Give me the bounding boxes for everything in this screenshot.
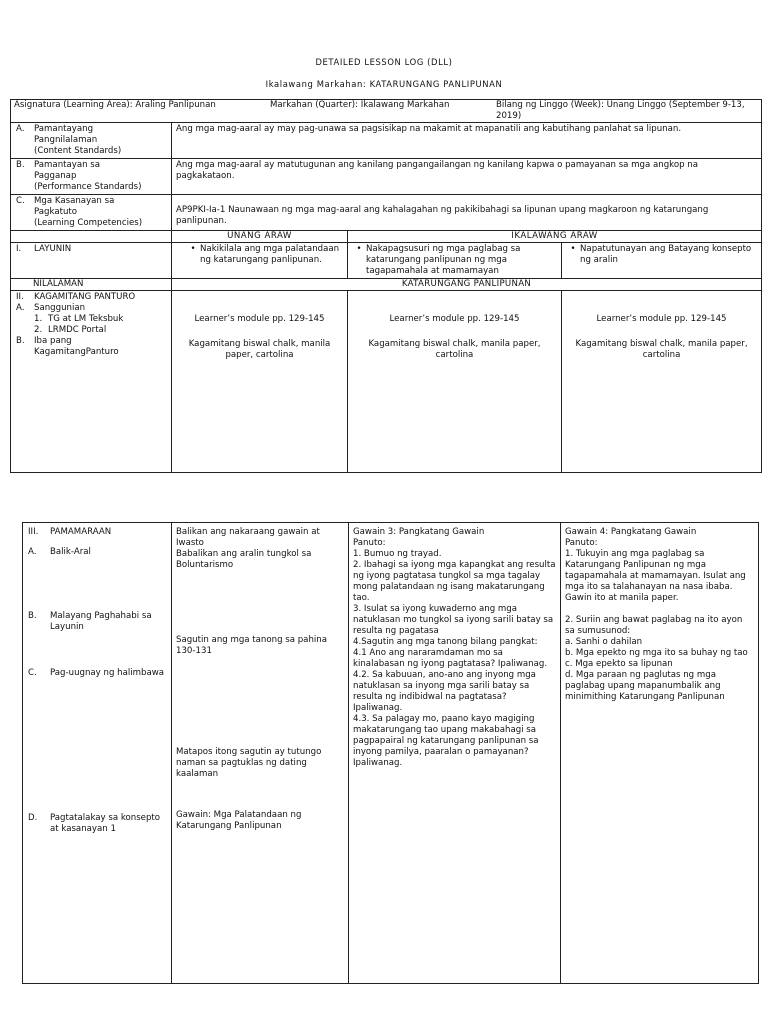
module-ref-day3: Learner’s module pp. 129-145	[596, 314, 727, 324]
kagamitan-row: II. KAGAMITANG PANTURO A. Sanggunian 1. TG at LM Teksbuk 2. LRMDC Portal B. Iba pang KagamitangPanturo Learner’s module pp. 129-145 Kagamitang biswal chalk, manila paper, cartolina Learner’s module pp. 129-145 Kagamitang biswal chalk, manila paper, cartolina Learner’s module pp. 129-145 Kagamitang biswal chalk, manila paper, cartolina	[11, 291, 762, 473]
standard-row-b	[11, 159, 762, 195]
visual-materials-day3: Kagamitang biswal chalk, manila paper, cartolina	[575, 339, 748, 360]
layunin-num: I.	[16, 244, 22, 254]
col1-matapos: Matapos itong sagutin ay tutungo naman sa pagtuklas ng dating kaalaman	[176, 747, 322, 779]
pamamaraan-label: PAMAMARAAN	[50, 527, 112, 537]
standard-row-a	[11, 123, 762, 159]
standard-row-c	[11, 195, 762, 231]
bullet-icon: •	[356, 244, 362, 254]
layunin-row	[11, 243, 762, 279]
day-1-header: UNANG ARAW	[172, 231, 348, 243]
standard-label: Mga Kasanayan sa Pagkatuto (Learning Competencies)	[34, 196, 143, 228]
malayang-paghahabi-label: Malayang Paghahabi sa Layunin	[50, 611, 152, 632]
layunin-day3: Napatutunayan ang Batayang konsepto ng aralin	[580, 244, 752, 265]
gawain-3-item: 1. Bumuo ng trayad.	[353, 549, 442, 559]
gawain-3-title: Gawain 3: Pangkatang Gawain	[353, 527, 485, 537]
nilalaman-row	[11, 279, 762, 291]
day-header-row	[11, 231, 762, 243]
standard-label: Pamantayan sa Pagganap (Performance Standards)	[34, 160, 142, 192]
col1-balikan: Balikan ang nakaraang gawain at Iwasto	[176, 527, 320, 548]
performance-standard-value: Ang mga mag-aaral ay matutugunan ang kanilang pangangailangan ng kanilang kapwa o pamayanan sa mga angkop na pagkakataon.	[172, 159, 762, 195]
pagtatalakay-label: Pagtatalakay sa konsepto at kasanayan 1	[50, 813, 161, 834]
standard-letter: A.	[16, 124, 25, 134]
gawain-4-item: c. Mga epekto sa lipunan	[565, 659, 673, 669]
gawain-4-item: a. Sanhi o dahilan	[565, 637, 643, 647]
gawain-4-title: Gawain 4: Pangkatang Gawain	[565, 527, 697, 537]
lesson-table-bottom	[22, 522, 759, 984]
info-row	[11, 100, 762, 123]
bullet-icon: •	[190, 244, 196, 254]
visual-materials-day1: Kagamitang biswal chalk, manila paper, cartolina	[188, 339, 331, 360]
gawain-3-panuto: Panuto:	[353, 538, 386, 548]
nilalaman-value: KATARUNGANG PANLIPUNAN	[172, 279, 762, 291]
gawain-3-item: 4.2. Sa kabuuan, ano-ano ang inyong mga natuklasan sa inyong mga sarili batay sa resulta ng indibidwal na pagtatasa? Ipaliwanag.	[353, 670, 536, 713]
pamamaraan-row: III. PAMAMARAAN A. Balik-Aral B. Malayang Paghahabi sa Layunin C. Pag-uugnay ng halimbawa D. Pagtatalakay sa konsepto at kasanayan 1 Balikan ang nakaraang gawain at Iwasto Babalikan ang aralin tungkol sa Boluntarismo Sagutin ang mga tanong sa pahina 130-131 Matapos itong sagutin ay tutungo naman sa pagtuklas ng dating kaalaman Gawain: Mga Palatandaan ng Katarungang Panlipunan Gawain 3: Pangkatang Gawain Panuto: 1. Bumuo ng trayad. 2. Ibahagi sa iyong mga kapangkat ang resulta ng iyong pagtatasa tungkol sa mga tagalay mong palatandaan ng isang makatarungang tao. 3. Isulat sa iyong kuwaderno ang mga natuklasan mo tungkol sa iyong sarili batay sa resulta ng pagatasa 4.Sagutin ang mga tanong bilang pangkat: 4.1 Ano ang nararamdaman mo sa kinalabasan ng iyong pagtatasa? Ipaliwanag. 4.2. Sa kabuuan, ano-ano ang inyong mga natuklasan sa inyong mga sarili batay sa resulta ng indibidwal na pagtatasa? Ipaliwanag. 4.3. Sa palagay mo, paano kayo magiging makatarungang tao upang makabahagi sa pagpapairal ng katarungang panlipunan sa inyong pamilya, paaralan o pamayanan? Ipaliwanag. Gawain 4: Pangkatang Gawain Panuto: 1. Tukuyin ang mga paglabag sa Katarungang Panlipunan ng mga tagapamahala at mamamayan. Isulat ang mga ito sa talahanayan na nasa ibaba. Gawin ito at manila paper. 2. Suriin ang bawat paglabag na ito ayon sa sumusunod: a. Sanhi o dahilan b. Mga epekto ng mga ito sa buhay ng tao c. Mga epekto sa lipunan d. Mga paraan ng paglutas ng mga paglabag upang mapanumbalik ang minimithing Katarungang Panlipunan	[23, 523, 759, 984]
col1-gawain: Gawain: Mga Palatandaan ng Katarungang Panlipunan	[176, 810, 302, 831]
gawain-3-item: 4.Sagutin ang mga tanong bilang pangkat:	[353, 637, 538, 647]
gawain-4-step-1: 1. Tukuyin ang mga paglabag sa Katarungang Panlipunan ng mga tagapamahala at mamamayan. Isulat ang mga ito sa talahanayan na nasa ibaba. Gawin ito at manila paper.	[565, 549, 746, 603]
document-subtitle: Ikalawang Markahan: KATARUNGANG PANLIPUNAN	[265, 79, 503, 89]
gawain-4-item: b. Mga epekto ng mga ito sa buhay ng tao	[565, 648, 748, 658]
pag-uugnay-label: Pag-uugnay ng halimbawa	[50, 668, 165, 678]
nilalaman-label: NILALAMAN	[11, 279, 172, 291]
visual-materials-day2: Kagamitang biswal chalk, manila paper, cartolina	[368, 339, 541, 360]
asignatura-text: Asignatura (Learning Area): Araling Panlipunan	[14, 100, 216, 110]
sanggunian-item-2: LRMDC Portal	[48, 325, 107, 335]
learning-competency-value: AP9PKI-Ia-1 Naunawaan ng mga mag-aaral ang kahalagahan ng pakikibahagi sa lipunan upang magkaroon ng katarungang panlipunan.	[172, 195, 762, 231]
bullet-icon: •	[570, 244, 576, 254]
sanggunian-label: Sanggunian	[34, 303, 86, 313]
standard-label: Pamantayang Pangnilalaman (Content Standards)	[34, 124, 122, 156]
iba-pang-kagamitan-label: Iba pang KagamitangPanturo	[34, 336, 119, 357]
gawain-4-panuto: Panuto:	[565, 538, 598, 548]
day-2-header: IKALAWANG ARAW	[348, 231, 762, 243]
standard-letter: B.	[16, 160, 25, 170]
layunin-day1: Nakikilala ang mga palatandaan ng katarungang panlipunan.	[200, 244, 340, 265]
content-standard-value: Ang mga mag-aaral ay may pag-unawa sa pagsisikap na makamit at mapanatili ang kabutihang panlahat sa lipunan.	[172, 123, 762, 159]
col1-sagutin: Sagutin ang mga tanong sa pahina 130-131	[176, 635, 327, 656]
col1-babalikan: Babalikan ang aralin tungkol sa Boluntarismo	[176, 549, 312, 570]
module-ref-day1: Learner’s module pp. 129-145	[194, 314, 325, 324]
standard-letter: C.	[16, 196, 25, 206]
gawain-3-item: 3. Isulat sa iyong kuwaderno ang mga natuklasan mo tungkol sa iyong sarili batay sa resulta ng pagatasa	[353, 604, 554, 636]
layunin-label: LAYUNIN	[34, 244, 72, 254]
layunin-day2: Nakapagsusuri ng mga paglabag sa katarungang panlipunan ng mga tagapamahala at mamamayan	[366, 244, 521, 276]
gawain-3-item: 2. Ibahagi sa iyong mga kapangkat ang resulta ng iyong pagtatasa tungkol sa mga tagalay mong palatandaan ng isang makatarungang tao.	[353, 560, 556, 603]
module-ref-day2: Learner’s module pp. 129-145	[389, 314, 520, 324]
gawain-4-step-2: 2. Suriin ang bawat paglabag na ito ayon sa sumusunod:	[565, 615, 743, 636]
balik-aral-label: Balik-Aral	[50, 547, 91, 557]
kagamitan-label: KAGAMITANG PANTURO	[34, 292, 136, 302]
gawain-3-item: 4.1 Ano ang nararamdaman mo sa kinalabasan ng iyong pagtatasa? Ipaliwanag.	[353, 648, 548, 669]
markahan-text: Markahan (Quarter): Ikalawang Markahan	[270, 100, 450, 110]
lesson-table-top	[10, 99, 762, 473]
gawain-4-item: d. Mga paraan ng paglutas ng mga paglabag upang mapanumbalik ang minimithing Katarungang Panlipunan	[565, 670, 725, 702]
document-title: DETAILED LESSON LOG (DLL)	[315, 57, 453, 67]
sanggunian-item-1: TG at LM Teksbuk	[48, 314, 124, 324]
week-text: Bilang ng Linggo (Week): Unang Linggo (September 9-13, 2019)	[496, 100, 745, 121]
gawain-3-item: 4.3. Sa palagay mo, paano kayo magiging makatarungang tao upang makabahagi sa pagpapairal ng katarungang panlipunan sa inyong pamilya, paaralan o pamayanan? Ipaliwanag.	[353, 714, 539, 768]
